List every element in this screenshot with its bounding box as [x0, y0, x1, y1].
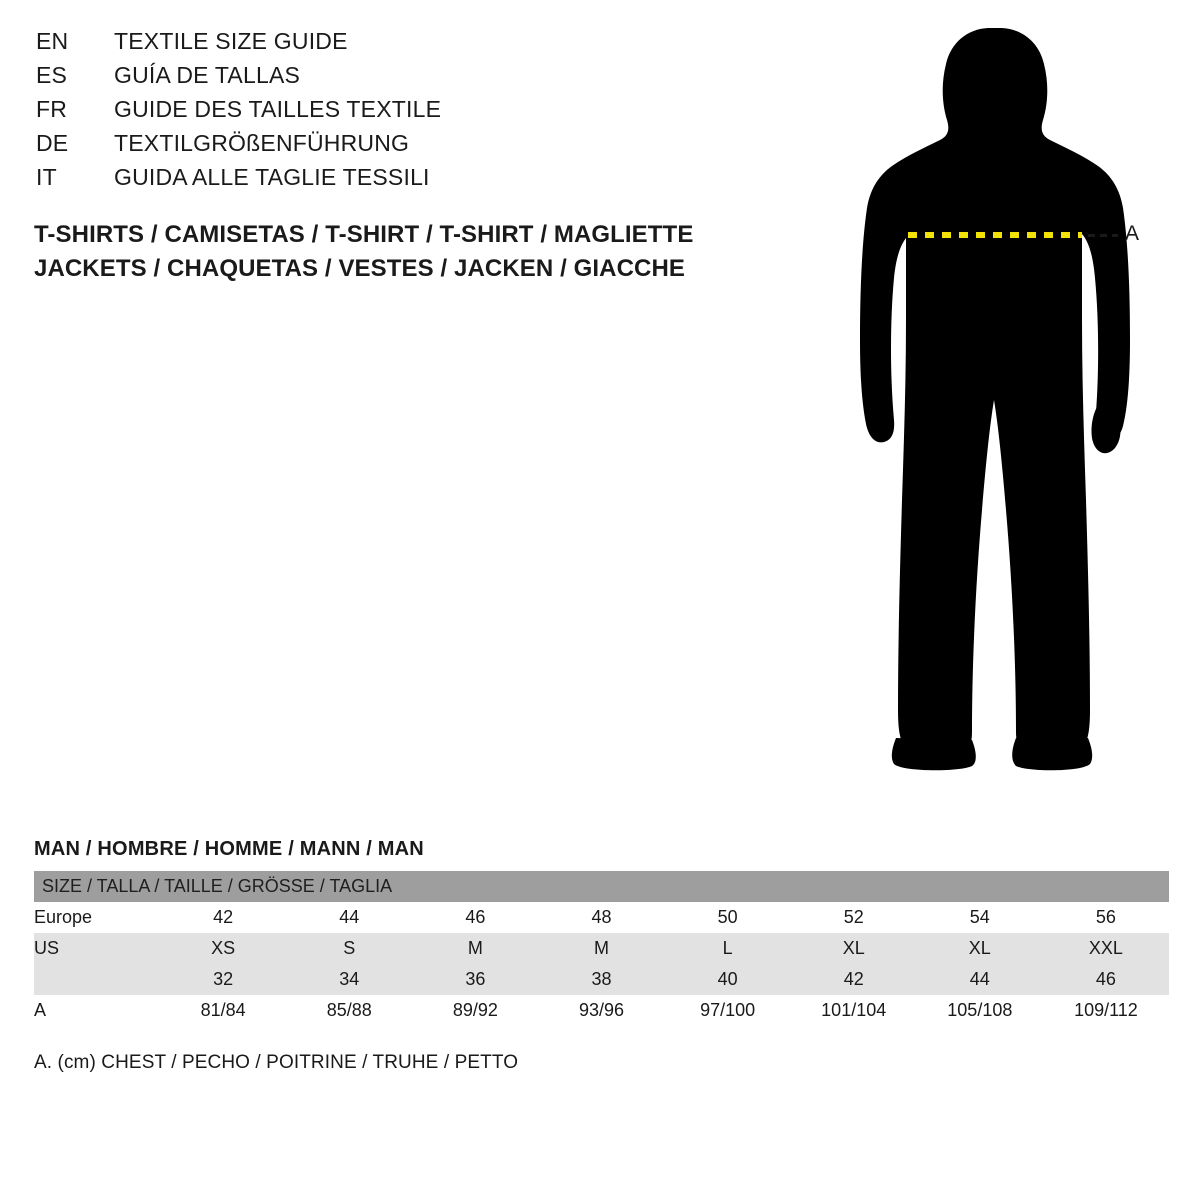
cell-value: 48	[538, 902, 664, 933]
cell-value: 42	[791, 964, 917, 995]
row-label	[34, 964, 160, 995]
language-row	[36, 62, 756, 96]
table-row	[34, 995, 1169, 1026]
table-row	[34, 964, 1169, 995]
cell-value: 54	[917, 902, 1043, 933]
language-title: GUÍA DE TALLAS	[114, 62, 301, 88]
cell-value: 42	[160, 902, 286, 933]
language-title: TEXTILGRÖßENFÜHRUNG	[114, 130, 410, 156]
language-row	[36, 130, 756, 164]
cell-value: 50	[665, 902, 791, 933]
table-header-label: SIZE / TALLA / TAILLE / GRÖSSE / TAGLIA	[34, 871, 1169, 902]
language-row	[36, 96, 756, 130]
cell-value: 36	[412, 964, 538, 995]
table-row	[34, 933, 1169, 964]
row-label: US	[34, 933, 160, 964]
chest-measure-label: A	[1125, 222, 1140, 245]
table-row	[34, 902, 1169, 933]
cell-value: XXL	[1043, 933, 1169, 964]
row-label: A	[34, 995, 160, 1026]
cell-value: 32	[160, 964, 286, 995]
cell-value: 85/88	[286, 995, 412, 1026]
cell-value: 38	[538, 964, 664, 995]
language-row	[36, 164, 756, 198]
cell-value: 44	[917, 964, 1043, 995]
language-title: TEXTILE SIZE GUIDE	[114, 28, 348, 54]
category-jackets: JACKETS / CHAQUETAS / VESTES / JACKEN / GIACCHE	[34, 255, 686, 282]
cell-value: XS	[160, 933, 286, 964]
male-silhouette-figure	[820, 20, 1180, 780]
language-code: ES	[36, 62, 68, 88]
cell-value: 56	[1043, 902, 1169, 933]
language-row	[36, 28, 756, 62]
cell-value: 52	[791, 902, 917, 933]
language-code: FR	[36, 96, 68, 122]
cell-value: L	[665, 933, 791, 964]
cell-value: M	[412, 933, 538, 964]
cell-value: 93/96	[538, 995, 664, 1026]
size-table	[34, 871, 1169, 1026]
cell-value: 44	[286, 902, 412, 933]
cell-value: 101/104	[791, 995, 917, 1026]
table-header-row	[34, 871, 1169, 902]
language-code: EN	[36, 28, 69, 54]
size-table-section	[34, 838, 1169, 1074]
language-code: IT	[36, 164, 57, 190]
cell-value: XL	[791, 933, 917, 964]
chest-leader-dash	[1088, 234, 1118, 237]
table-footnote: A. (cm) CHEST / PECHO / POITRINE / TRUHE / PETTO	[34, 1052, 519, 1073]
language-title-list	[36, 28, 756, 198]
cell-value: M	[538, 933, 664, 964]
garment-category-list	[34, 218, 794, 286]
cell-value: S	[286, 933, 412, 964]
silhouette-icon	[820, 20, 1180, 780]
cell-value: 46	[412, 902, 538, 933]
cell-value: 97/100	[665, 995, 791, 1026]
cell-value: 109/112	[1043, 995, 1169, 1026]
language-code: DE	[36, 130, 69, 156]
cell-value: 34	[286, 964, 412, 995]
table-section-title: MAN / HOMBRE / HOMME / MANN / MAN	[34, 838, 424, 860]
cell-value: 40	[665, 964, 791, 995]
cell-value: 89/92	[412, 995, 538, 1026]
cell-value: 81/84	[160, 995, 286, 1026]
category-tshirts: T-SHIRTS / CAMISETAS / T-SHIRT / T-SHIRT / MAGLIETTE	[34, 221, 694, 248]
row-label: Europe	[34, 902, 160, 933]
language-title: GUIDA ALLE TAGLIE TESSILI	[114, 164, 430, 190]
language-title: GUIDE DES TAILLES TEXTILE	[114, 96, 442, 122]
cell-value: XL	[917, 933, 1043, 964]
cell-value: 105/108	[917, 995, 1043, 1026]
cell-value: 46	[1043, 964, 1169, 995]
